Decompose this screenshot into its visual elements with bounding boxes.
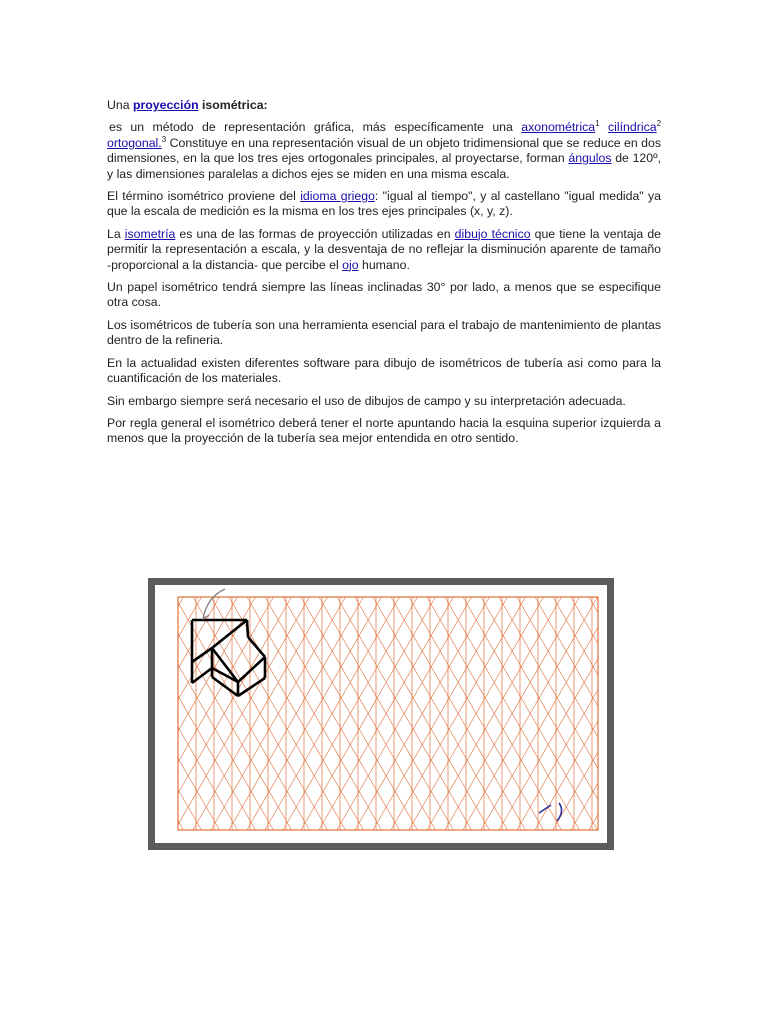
grid-diagonal-line [178,789,201,830]
paragraph-1 [107,120,661,182]
sketch-line [247,620,248,637]
grid-diagonal-line [553,597,598,675]
grid-diagonal-line [178,597,309,825]
grid-diagonal-line [535,721,598,830]
grid-diagonal-line [589,814,598,830]
link-ojo[interactable]: ojo [342,257,359,272]
grid-diagonal-line [499,597,598,769]
grid-diagonal-line [178,633,291,830]
paragraph-7: Sin embargo siempre será necesario el uso de dibujos de campo y su interpretación adecuada. [107,393,626,408]
isometric-grid-image [155,585,607,843]
grid-diagonal-line [178,665,273,830]
grid-border [178,597,598,830]
heading-prefix: Una [107,98,130,112]
p1-text-2: Constituye en una representación visual de un objeto tridimensional que se reduce en dos dimensiones, en la que los tres ejes ortogonales principales, al proyectarse, forman [107,135,662,166]
paragraph-8: Por regla general el isométrico deberá tener el norte apuntando hacia la esquina superior izquierda a menos que la proyección de la tubería sea mejor entendida en otro sentido. [107,415,661,446]
grid-diagonal-line [517,597,598,737]
p3-text-2: es una de las formas de proyección utilizadas en [179,226,451,241]
grid-diagonal-line [481,597,598,800]
link-proyeccion[interactable]: proyección [132,98,199,112]
grid-diagonal-line [571,783,598,830]
footnote-3[interactable]: 3 [161,134,167,144]
grid-diagonal-line [178,758,219,830]
p1-text-3: de 120º, y las dimensiones paralelas a dichos ejes se miden en una misma escala. [107,151,661,181]
grid-diagonal-line [178,597,183,606]
sketch-line [192,648,212,662]
pen-mark-bottom [539,803,562,821]
footnote-2[interactable]: 2 [656,119,662,129]
paragraph-2 [107,189,661,220]
link-angulos[interactable]: ángulos [568,151,612,166]
link-isometria[interactable]: isometría [124,226,176,241]
grid-diagonal-line [589,597,598,613]
link-ortogonal[interactable]: ortogonal. [107,135,162,150]
document-body [107,98,661,454]
grid-diagonal-line [178,821,183,830]
grid-diagonal-line [178,597,291,794]
link-axonometrica[interactable]: axonométrica [521,120,596,135]
p2-text-1: El término isométrico proviene del [107,189,296,204]
link-idioma-griego[interactable]: idioma griego [300,189,375,204]
isometric-paper [155,585,607,843]
isometric-paper-figure [148,578,614,850]
sketch-line [212,620,247,648]
heading-suffix: isométrica: [202,98,268,112]
link-dibujo-tecnico[interactable]: dibujo técnico [454,226,531,241]
paragraph-4: Un papel isométrico tendrá siempre las líneas inclinadas 30° por lado, a menos que se especifique otra cosa. [107,280,661,310]
p3-text-3: que tiene la ventaja de permitir la representación a escala, y la desventaja de no reflejar la disminución aparente de tamaño -proporcional a la distancia- que percibe el [107,226,661,272]
grid-diagonal-line [517,690,598,830]
grid-diagonal-line [178,597,201,638]
isometric-grid [178,597,598,830]
grid-diagonal-line [571,597,598,644]
grid-diagonal-line [178,602,309,830]
grid-diagonal-line [481,627,598,830]
p1-text-1: es un método de representación gráfica, más específicamente una [109,120,513,135]
paragraph-6: En la actualidad existen diferentes software para dibujo de isométricos de tubería asi como para la cuantificación de los materiales. [107,355,661,386]
grid-diagonal-line [535,597,598,706]
footnote-1[interactable]: 1 [595,119,600,129]
paragraph-3 [107,227,661,273]
p2-text-2: : "igual al tiempo", y al castellano "igual medida" ya que la escala de medición es la misma en los tres ejes principales (x, y, z). [107,189,661,219]
heading [107,98,661,113]
sketch-line [238,678,265,696]
grid-diagonal-line [499,658,598,830]
p3-text-4: humano. [362,257,410,272]
link-cilindrica[interactable]: cilíndrica [608,120,657,135]
sketch-line [238,657,265,682]
p3-text-1: La [107,226,121,241]
paragraph-5: Los isométricos de tubería son una herramienta esencial para el trabajo de mantenimiento de plantas dentro de la refineria. [107,317,661,348]
